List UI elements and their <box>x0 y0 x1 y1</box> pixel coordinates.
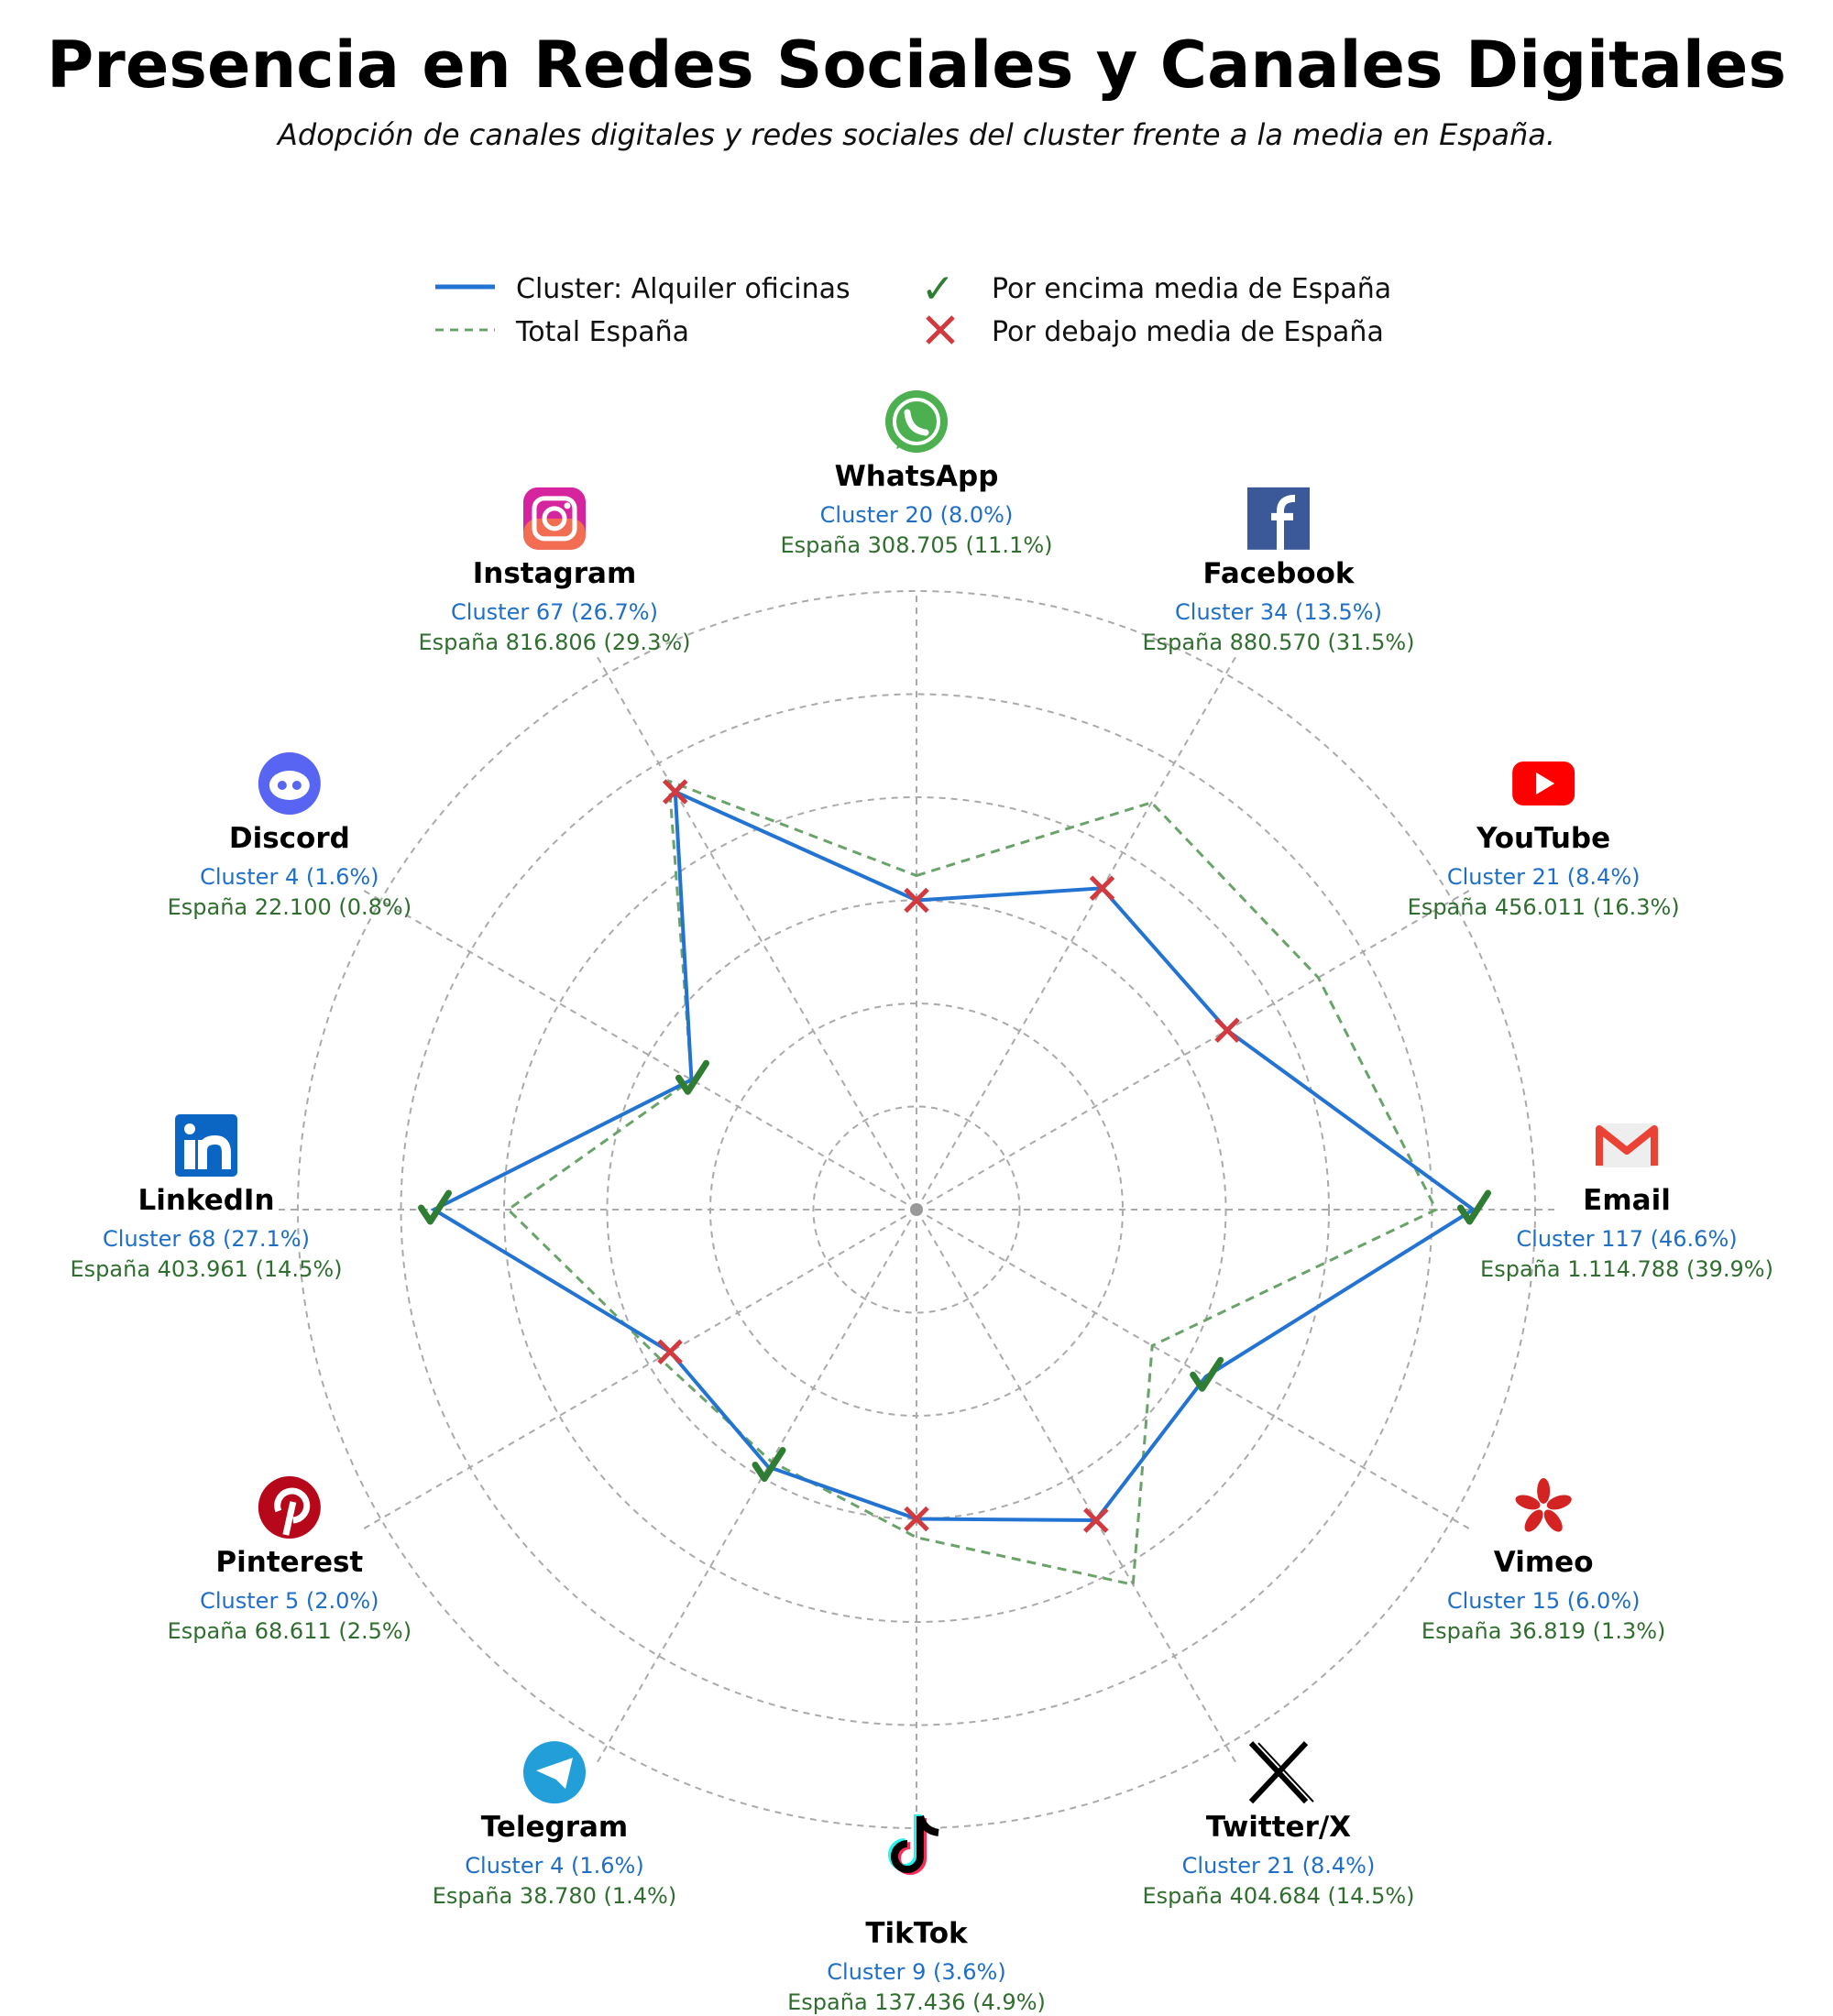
label-telegram <box>433 1741 676 1909</box>
legend-spain-label: Total España <box>516 316 690 348</box>
cluster-value-label: Cluster 5 (2.0%) <box>200 1588 379 1614</box>
grid-spoke <box>916 1210 1237 1765</box>
legend-above-label: Por encima media de España <box>992 273 1392 305</box>
radar-markers <box>422 781 1488 1531</box>
legend-below-label: Por debajo media de España <box>992 316 1384 348</box>
category-label: Facebook <box>1202 556 1355 590</box>
grid-spoke <box>916 889 1472 1210</box>
label-tiktok <box>787 1814 1046 2015</box>
grid-spoke <box>596 654 916 1210</box>
cluster-value-label: Cluster 9 (3.6%) <box>827 1959 1006 1985</box>
label-youtube <box>1408 761 1680 920</box>
label-email <box>1480 1123 1773 1282</box>
spain-value-label: España 404.684 (14.5%) <box>1142 1883 1415 1910</box>
legend-check-icon: ✓ <box>921 266 955 312</box>
youtube-icon <box>1512 761 1575 805</box>
category-label: LinkedIn <box>137 1184 275 1217</box>
category-label: Instagram <box>472 556 637 590</box>
cluster-value-label: Cluster 21 (8.4%) <box>1446 864 1641 890</box>
label-pinterest <box>168 1476 412 1644</box>
cluster-value-label: Cluster 15 (6.0%) <box>1446 1588 1641 1614</box>
spain-value-label: España 22.100 (0.8%) <box>167 894 412 920</box>
label-discord <box>168 752 412 920</box>
spain-value-label: España 68.611 (2.5%) <box>167 1618 412 1644</box>
below-cross-marker <box>659 1341 681 1363</box>
grid-spoke <box>916 654 1237 1210</box>
telegram-icon <box>523 1741 586 1803</box>
spain-value-label: España 137.436 (4.9%) <box>787 1989 1046 2015</box>
above-check-marker <box>1461 1193 1488 1222</box>
legend-cross-icon <box>927 317 953 343</box>
spain-value-label: España 1.114.788 (39.9%) <box>1480 1256 1773 1282</box>
legend-cluster-label: Cluster: Alquiler oficinas <box>516 273 851 305</box>
category-label: Twitter/X <box>1205 1811 1352 1845</box>
spain-value-label: España 456.011 (16.3%) <box>1407 894 1680 920</box>
cluster-value-label: Cluster 67 (26.7%) <box>451 598 658 625</box>
legend <box>435 266 1391 348</box>
chart-title: Presencia en Redes Sociales y Canales Digitales <box>47 27 1786 103</box>
series-cluster-line <box>434 792 1474 1520</box>
tiktok-icon <box>892 1814 938 1871</box>
label-vimeo <box>1421 1478 1665 1644</box>
grid-spoke <box>361 1210 916 1530</box>
label-whatsapp <box>781 390 1053 558</box>
spain-value-label: España 403.961 (14.5%) <box>70 1256 343 1282</box>
spain-value-label: España 38.780 (1.4%) <box>432 1883 677 1910</box>
facebook-icon <box>1247 488 1310 550</box>
chart-subtitle: Adopción de canales digitales y redes sociales del cluster frente a la media en España. <box>277 117 1555 152</box>
category-label: Email <box>1583 1184 1671 1217</box>
spain-value-label: España 308.705 (11.1%) <box>780 532 1053 558</box>
pinterest-icon <box>258 1476 321 1539</box>
radar-series <box>434 781 1474 1584</box>
grid-spoke <box>916 1210 1472 1530</box>
category-label: Vimeo <box>1493 1546 1594 1579</box>
cluster-value-label: Cluster 117 (46.6%) <box>1516 1226 1738 1252</box>
label-facebook <box>1143 488 1415 655</box>
category-label: Telegram <box>480 1811 629 1845</box>
cluster-value-label: Cluster 34 (13.5%) <box>1175 598 1382 625</box>
vimeo-icon <box>1514 1478 1574 1535</box>
category-label: Pinterest <box>215 1546 364 1579</box>
spain-value-label: España 816.806 (29.3%) <box>418 629 691 655</box>
whatsapp-icon <box>885 390 948 453</box>
linkedin-icon <box>175 1114 237 1177</box>
cluster-value-label: Cluster 20 (8.0%) <box>819 502 1014 528</box>
discord-icon <box>258 752 321 815</box>
x-icon <box>1251 1743 1313 1802</box>
category-label: TikTok <box>865 1917 968 1950</box>
cluster-value-label: Cluster 21 (8.4%) <box>1181 1853 1376 1879</box>
cluster-value-label: Cluster 68 (27.1%) <box>103 1226 310 1252</box>
cluster-value-label: Cluster 4 (1.6%) <box>465 1853 644 1879</box>
series-spain-line <box>509 781 1437 1584</box>
cluster-value-label: Cluster 4 (1.6%) <box>200 864 379 890</box>
center-point <box>910 1203 923 1216</box>
radar-grid <box>275 591 1558 1828</box>
category-label: Discord <box>228 822 350 855</box>
grid-spoke <box>361 889 916 1210</box>
category-label: WhatsApp <box>834 460 999 493</box>
instagram-icon <box>523 488 586 550</box>
category-label: YouTube <box>1476 822 1611 855</box>
label-instagram <box>419 488 691 655</box>
grid-spoke <box>596 1210 916 1765</box>
email-icon <box>1596 1123 1658 1167</box>
radar-labels <box>71 390 1773 2015</box>
spain-value-label: España 880.570 (31.5%) <box>1142 629 1415 655</box>
below-cross-marker <box>1216 1019 1238 1041</box>
spain-value-label: España 36.819 (1.3%) <box>1421 1618 1666 1644</box>
